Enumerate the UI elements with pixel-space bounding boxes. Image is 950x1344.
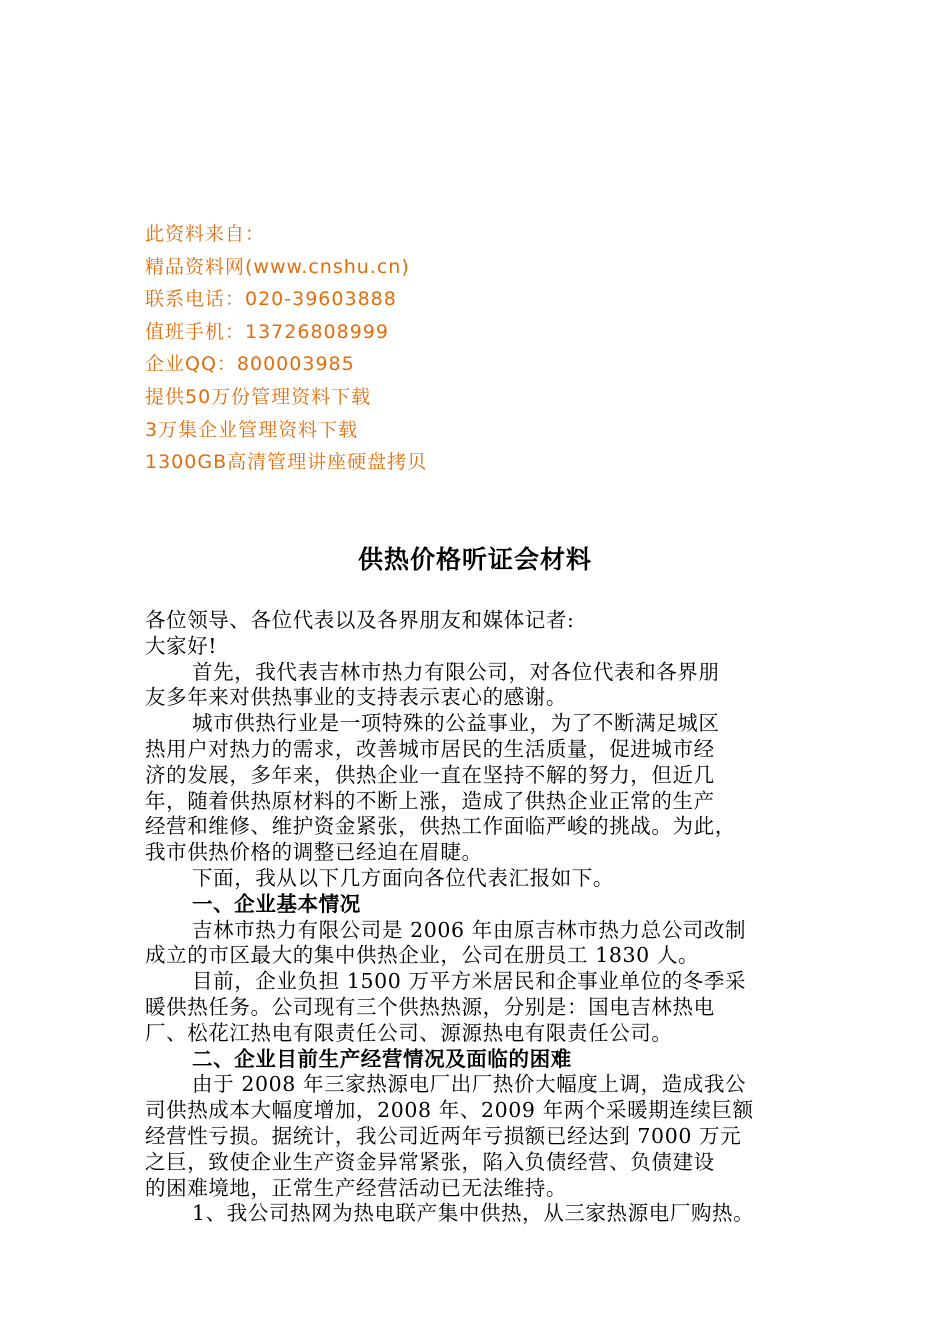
source-line-offer-1: 提供50万份管理资料下载	[145, 385, 372, 408]
paragraph-line: 济的发展，多年来，供热企业一直在坚持不解的努力，但近几	[145, 762, 715, 787]
paragraph-line: 下面，我从以下几方面向各位代表汇报如下。	[192, 865, 614, 890]
paragraph-line: 暖供热任务。公司现有三个供热热源，分别是：国电吉林热电	[145, 994, 715, 1019]
salutation: 各位领导、各位代表以及各界朋友和媒体记者:	[145, 608, 575, 632]
paragraph-line: 友多年来对供热事业的支持表示衷心的感谢。	[145, 685, 567, 710]
section-heading-2: 二、企业目前生产经营情况及面临的困难	[192, 1046, 572, 1071]
source-line-qq: 企业QQ：800003985	[145, 353, 355, 376]
paragraph-line: 由于 2008 年三家热源电厂出厂热价大幅度上调，造成我公	[192, 1072, 747, 1097]
paragraph-line: 首先，我代表吉林市热力有限公司，对各位代表和各界朋	[192, 659, 720, 684]
paragraph-line: 热用户对热力的需求，改善城市居民的生活质量，促进城市经	[145, 736, 715, 761]
paragraph-line: 经营性亏损。据统计，我公司近两年亏损额已经达到 7000 万元	[145, 1123, 742, 1148]
source-line-phone: 联系电话：020-39603888	[145, 288, 397, 311]
document-body	[145, 608, 825, 1227]
paragraph-line: 目前，企业负担 1500 万平方米居民和企事业单位的冬季采	[192, 969, 747, 994]
source-line-offer-2: 3万集企业管理资料下载	[145, 418, 359, 441]
greeting: 大家好!	[145, 633, 218, 658]
document-title: 供热价格听证会材料	[357, 545, 592, 574]
paragraph-line: 城市供热行业是一项特殊的公益事业，为了不断满足城区	[192, 711, 720, 736]
list-item-1: 1、我公司热网为热电联产集中供热，从三家热源电厂购热。	[192, 1201, 755, 1226]
section-heading-1: 一、企业基本情况	[192, 891, 361, 916]
paragraph-line: 的困难境地，正常生产经营活动已无法维持。	[145, 1175, 567, 1200]
source-line-offer-3: 1300GB高清管理讲座硬盘拷贝	[145, 451, 428, 474]
paragraph-line: 之巨，致使企业生产资金异常紧张，陷入负债经营、负债建设	[145, 1149, 715, 1174]
paragraph-line: 年，随着供热原材料的不断上涨，造成了供热企业正常的生产	[145, 788, 715, 813]
source-line-mobile: 值班手机：13726808999	[145, 320, 389, 343]
source-line-intro: 此资料来自：	[145, 223, 266, 245]
source-info-block	[145, 218, 745, 479]
paragraph-line: 我市供热价格的调整已经迫在眉睫。	[145, 840, 483, 865]
source-line-website: 精品资料网(www.cnshu.cn)	[145, 255, 410, 278]
paragraph-line: 厂、松花江热电有限责任公司、源源热电有限责任公司。	[145, 1020, 673, 1045]
paragraph-line: 吉林市热力有限公司是 2006 年由原吉林市热力总公司改制	[192, 917, 747, 942]
paragraph-line: 司供热成本大幅度增加，2008 年、2009 年两个采暖期连续巨额	[145, 1098, 754, 1123]
paragraph-line: 经营和维修、维护资金紧张，供热工作面临严峻的挑战。为此，	[145, 814, 736, 839]
paragraph-line: 成立的市区最大的集中供热企业，公司在册员工 1830 人。	[145, 943, 700, 968]
